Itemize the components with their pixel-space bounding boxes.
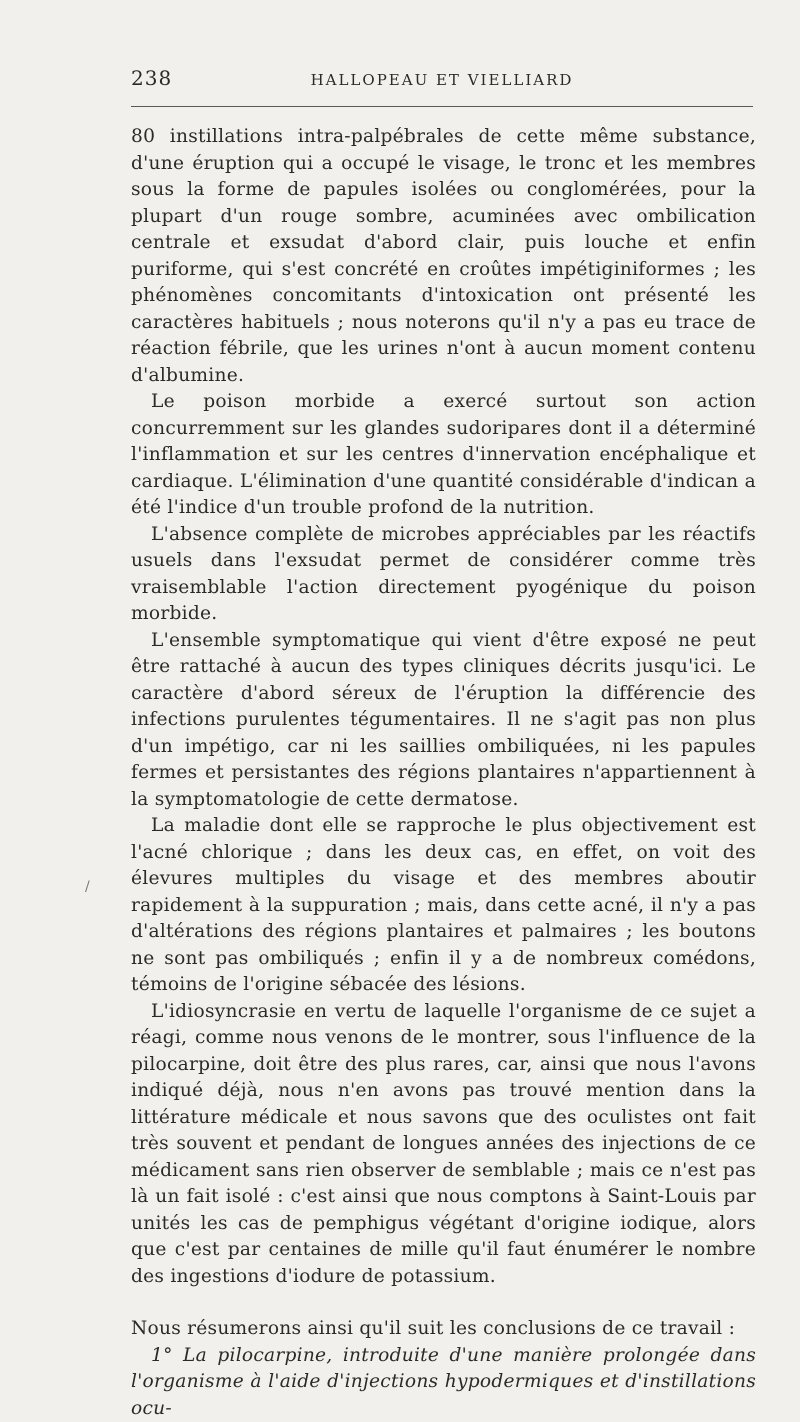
paragraph: L'ensemble symptomatique qui vient d'être exposé ne peut être rattaché à aucun des types cliniques décrits jusqu'ici. Le caractère d'abord séreux de l'éruption la différencie des infections purulentes tégumentaires. Il ne s'agit pas non plus d'un impétigo, car ni les saillies ombiliquées, ni les papules fermes et persistantes des régions plantaires n'appartiennent à la symptomatologie de cette dermatose.	[131, 628, 756, 814]
page-number: 238	[131, 66, 172, 90]
paragraph: Le poison morbide a exercé surtout son action concurremment sur les glandes sudoripares dont il a déterminé l'inflammation et sur les centres d'innervation encéphalique et cardiaque. L'élimination d'une quantité considérable d'indican a été l'indice d'un trouble profond de la nutrition.	[131, 389, 756, 522]
body-text	[131, 124, 756, 1422]
conclusions-intro: Nous résumerons ainsi qu'il suit les conclusions de ce travail :	[131, 1316, 756, 1343]
header-rule	[131, 106, 753, 107]
paragraph: L'absence complète de microbes appréciables par les réactifs usuels dans l'exsudat permet de considérer comme très vraisemblable l'action directement pyogénique du poison morbide.	[131, 522, 756, 628]
running-title: HALLOPEAU ET VIELLIARD	[131, 71, 753, 89]
conclusion-item: 1° La pilocarpine, introduite d'une manière prolongée dans l'organisme à l'aide d'injections hypodermiques et d'instillations ocu-	[131, 1343, 756, 1422]
paragraph: La maladie dont elle se rapproche le plus objectivement est l'acné chlorique ; dans les deux cas, en effet, on voit des élevures multiples du visage et des membres aboutir rapidement à la suppuration ; mais, dans cette acné, il n'y a pas d'altérations des régions plantaires et palmaires ; les boutons ne sont pas ombiliqués ; enfin il y a de nombreux comédons, témoins de l'origine sébacée des lésions.	[131, 813, 756, 999]
paragraph: L'idiosyncrasie en vertu de laquelle l'organisme de ce sujet a réagi, comme nous venons de le montrer, sous l'influence de la pilocarpine, doit être des plus rares, car, ainsi que nous l'avons indiqué déjà, nous n'en avons pas trouvé mention dans la littérature médicale et nous savons que des oculistes ont fait très souvent et pendant de longues années des injections de ce médicament sans rien observer de semblable ; mais ce n'est pas là un fait isolé : c'est ainsi que nous comptons à Saint-Louis par unités les cas de pemphigus végétant d'origine iodique, alors que c'est par centaines de mille qu'il faut énumérer le nombre des ingestions d'iodure de potassium.	[131, 999, 756, 1291]
page-header	[131, 66, 753, 96]
paragraph: 80 instillations intra-palpébrales de cette même substance, d'une éruption qui a occupé le visage, le tronc et les membres sous la forme de papules isolées ou conglomérées, pour la plupart d'un rouge sombre, acuminées avec ombilication centrale et exsudat d'abord clair, puis louche et enfin puriforme, qui s'est concrété en croûtes impétiginiformes ; les phénomènes concomitants d'intoxication ont présenté les caractères habituels ; nous noterons qu'il n'y a pas eu trace de réaction fébrile, que les urines n'ont à aucun moment contenu d'albumine.	[131, 124, 756, 389]
margin-mark: /	[85, 879, 90, 895]
